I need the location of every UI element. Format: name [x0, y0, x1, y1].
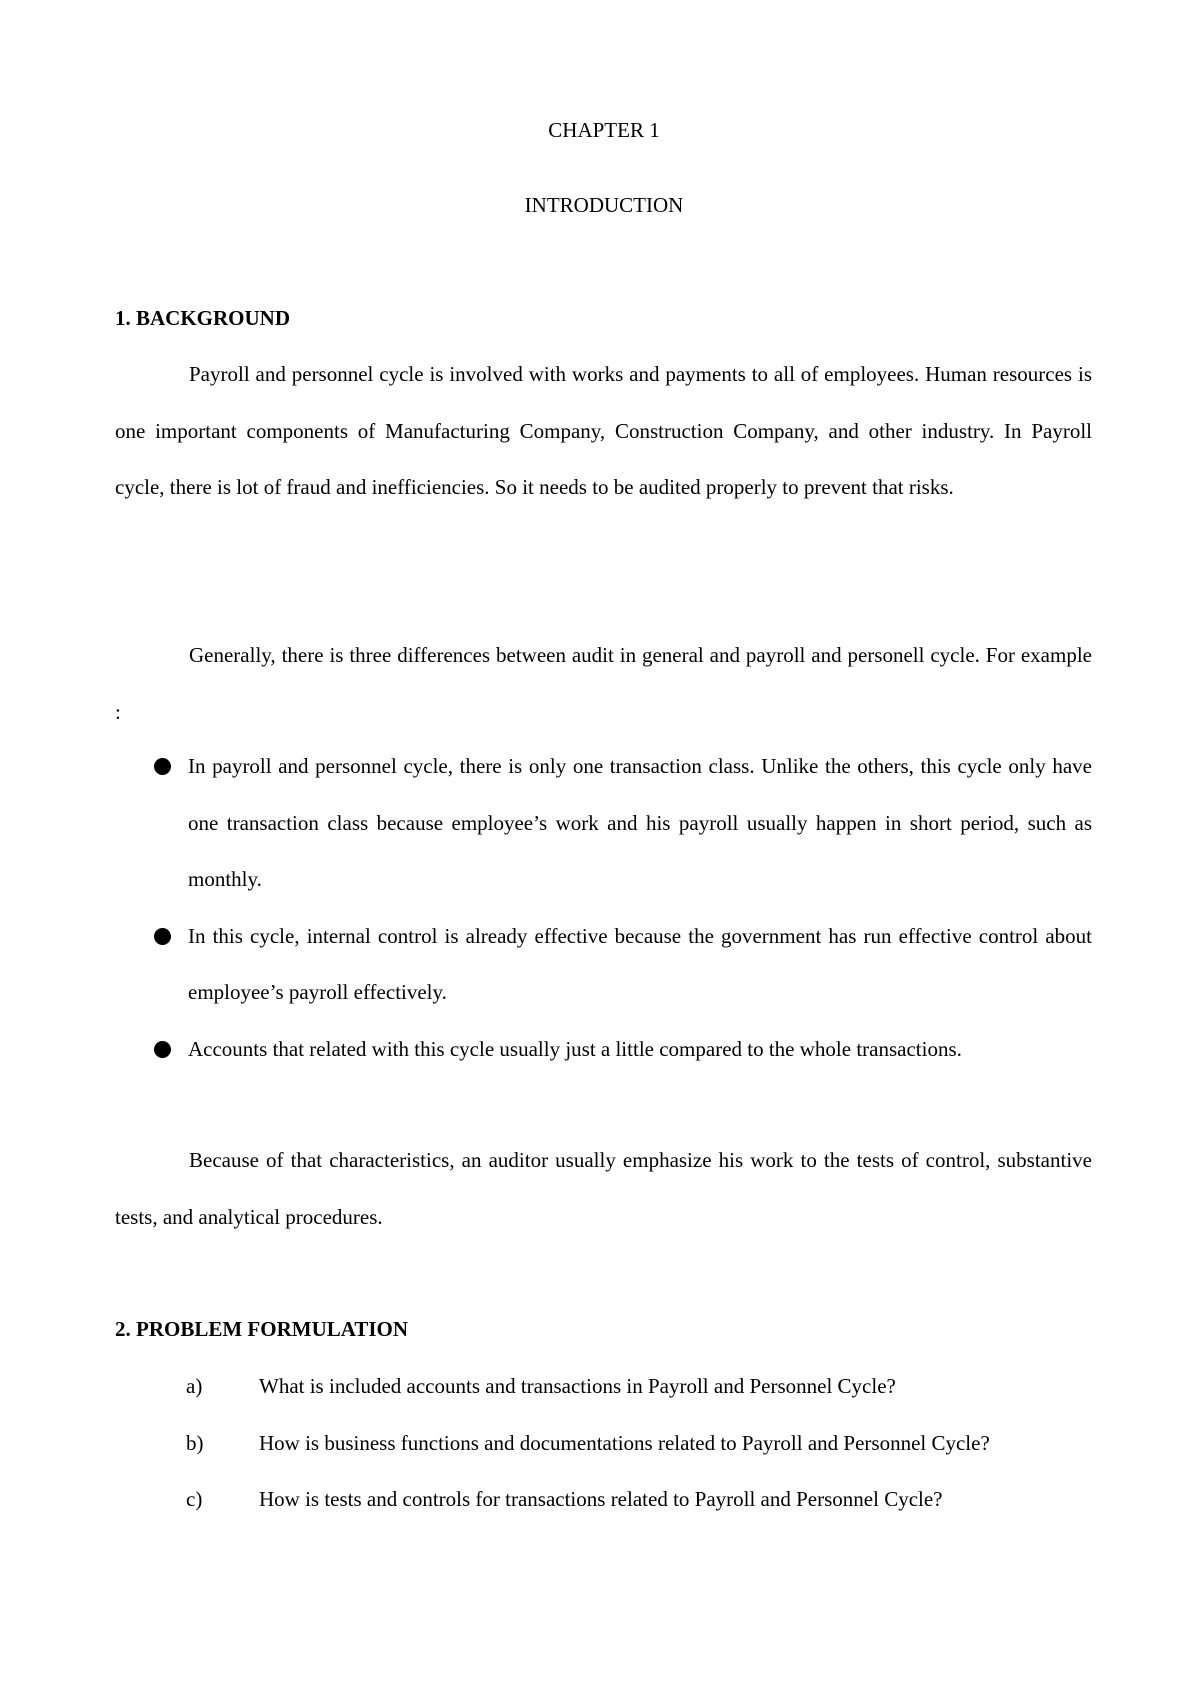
- section-heading-problem-formulation: [115, 1316, 408, 1342]
- differences-list: [150, 738, 1092, 1077]
- list-item-text: Accounts that related with this cycle usually just a little compared to the whole transactions.: [188, 1036, 962, 1061]
- list-item: [150, 1021, 1092, 1078]
- bullet-icon: [154, 758, 171, 775]
- section-number: 2.: [115, 1317, 131, 1341]
- problem-list: [186, 1358, 1092, 1528]
- list-item-text: In this cycle, internal control is already effective because the government has run effective control about employee’s payroll effectively.: [188, 923, 1092, 1004]
- chapter-title: INTRODUCTION: [524, 193, 684, 217]
- background-paragraph-1: Payroll and personnel cycle is involved with works and payments to all of employees. Human resources is one important components of Manufacturing Company, Construction Company, and other industry. In Payroll cycle, there is lot of fraud and inefficiencies. So it needs to be audited properly to prevent that risks.: [115, 362, 1092, 499]
- list-marker: a): [186, 1374, 203, 1398]
- list-marker: c): [186, 1487, 203, 1511]
- section-title: BACKGROUND: [136, 306, 291, 330]
- list-item: [186, 1415, 1092, 1472]
- bullet-icon: [154, 928, 171, 945]
- list-item: [150, 738, 1092, 908]
- list-marker: b): [186, 1430, 204, 1455]
- section-heading-background: [115, 305, 290, 331]
- list-item: [186, 1471, 1092, 1528]
- section-title: PROBLEM FORMULATION: [136, 1317, 409, 1341]
- list-item: [150, 908, 1092, 1021]
- background-closing-paragraph: Because of that characteristics, an auditor usually emphasize his work to the tests of control, substantive tests, and analytical procedures.: [115, 1148, 1092, 1229]
- bullet-icon: [154, 1041, 171, 1058]
- list-item-text: How is business functions and documentations related to Payroll and Personnel Cycle?: [259, 1430, 990, 1455]
- chapter-number: CHAPTER 1: [548, 118, 660, 142]
- section-number: 1.: [115, 306, 131, 330]
- list-item-text: In payroll and personnel cycle, there is only one transaction class. Unlike the others, this cycle only have one transaction class because employee’s work and his payroll usually happen in short period, such as monthly.: [188, 754, 1092, 891]
- list-item-text: What is included accounts and transactions in Payroll and Personnel Cycle?: [259, 1374, 896, 1398]
- background-paragraph-2: Generally, there is three differences between audit in general and payroll and personell cycle. For example :: [115, 643, 1092, 724]
- list-item: [186, 1358, 1092, 1415]
- list-item-text: How is tests and controls for transactions related to Payroll and Personnel Cycle?: [259, 1487, 943, 1511]
